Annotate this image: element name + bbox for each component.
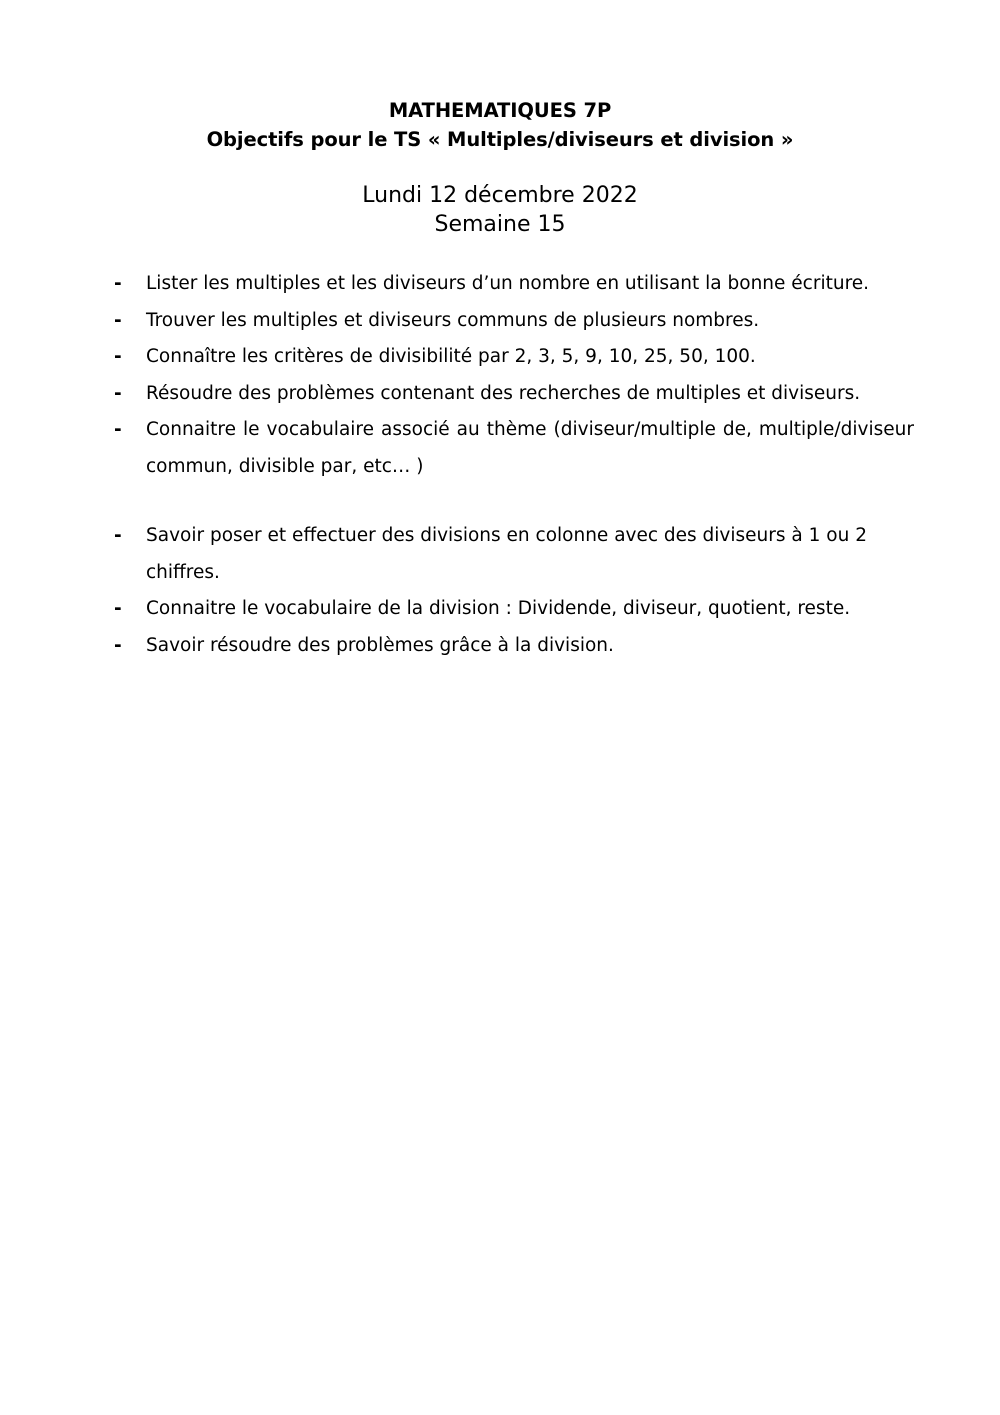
- bullet-dash: -: [114, 419, 122, 440]
- document-subtitle: Objectifs pour le TS « Multiples/diviseurs et division »: [206, 128, 794, 151]
- bullet-dash: -: [114, 346, 122, 367]
- document-title: MATHEMATIQUES 7P: [388, 99, 612, 122]
- objective-text: Connaître les critères de divisibilité par 2, 3, 5, 9, 10, 25, 50, 100.: [146, 346, 756, 367]
- document-header: [0, 96, 1000, 154]
- objective-text: Connaitre le vocabulaire de la division : Dividende, diviseur, quotient, reste.: [146, 598, 851, 619]
- bullet-dash: -: [114, 634, 122, 656]
- objective-item: [0, 303, 914, 340]
- objective-text: Savoir poser et effectuer des divisions en colonne avec des diviseurs à 1 ou 2 chiffres.: [146, 525, 867, 583]
- objective-text: Connaitre le vocabulaire associé au thème (diviseur/multiple de, multiple/diviseur commun, divisible par, etc… ): [146, 419, 914, 477]
- date-block: [0, 181, 1000, 239]
- objectives-list: [0, 266, 1000, 664]
- objective-item: [0, 376, 914, 413]
- bullet-dash: -: [114, 598, 122, 619]
- objective-text: Lister les multiples et les diviseurs d’un nombre en utilisant la bonne écriture.: [146, 273, 870, 294]
- document-week: Semaine 15: [434, 212, 566, 237]
- objective-item: [0, 591, 914, 628]
- objective-text: Trouver les multiples et diviseurs communs de plusieurs nombres.: [146, 309, 760, 331]
- document-date: Lundi 12 décembre 2022: [362, 183, 638, 208]
- objective-item: [0, 412, 914, 485]
- objective-item: [0, 266, 914, 303]
- objective-item: [0, 339, 914, 376]
- bullet-dash: -: [114, 382, 122, 404]
- objective-item: [0, 628, 914, 665]
- bullet-dash: -: [114, 273, 122, 294]
- objective-item: [0, 518, 914, 591]
- bullet-dash: -: [114, 309, 122, 331]
- objective-text: Résoudre des problèmes contenant des recherches de multiples et diviseurs.: [146, 382, 861, 404]
- objective-text: Savoir résoudre des problèmes grâce à la division.: [146, 634, 614, 656]
- bullet-dash: -: [114, 525, 122, 546]
